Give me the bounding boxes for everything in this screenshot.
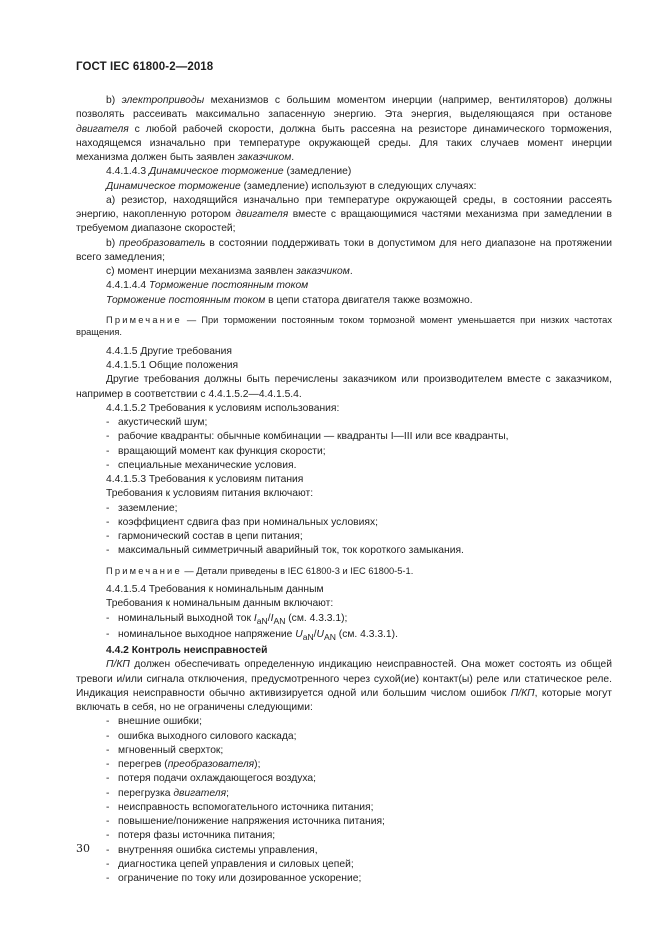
list-item: - перегрузка двигателя; xyxy=(106,787,229,799)
list-item: - рабочие квадранты: обычные комбинации — квадранты I—III или все квадранты, xyxy=(106,431,509,443)
page-number: 30 xyxy=(76,842,90,855)
section-heading-4-4-1-4-4: 4.4.1.4.4 Торможение постоянным током xyxy=(106,280,309,292)
list-item: - внешние ошибки; xyxy=(106,716,202,728)
list-item: - диагностика цепей управления и силовых цепей; xyxy=(106,858,354,870)
paragraph-case-c: c) момент инерции механизма заявлен заказчиком. xyxy=(106,266,353,277)
paragraph-case-a: a) резистор, находящийся изначально при температуре окружающей среды, в состоянии рассеять энергию, накопленную ротором двигателя вместе с вращающимися частями механизма при замедлении в требуемом диапазоне скоростей; xyxy=(76,194,612,235)
list-item: - заземление; xyxy=(106,502,178,514)
list-item: - коэффициент сдвига фаз при номинальных условиях; xyxy=(106,516,378,528)
list-item: - специальные механические условия. xyxy=(106,459,297,471)
list-item-rated-current: - номинальный выходной ток $I_{aN}/I_{AN}$ (см. 4.3.3.1); xyxy=(106,612,348,626)
list-item: - вращающий момент как функция скорости; xyxy=(106,445,326,457)
list-item: - максимальный симметричный аварийный ток, ток короткого замыкания. xyxy=(106,545,464,557)
note-details-reference: Примечание — Детали приведены в IEC 61800-3 и IEC 61800-5-1. xyxy=(106,565,414,576)
list-item: - повышение/понижение напряжения источника питания; xyxy=(106,816,385,828)
paragraph-b-electric-drives: b) электроприводы механизмов с большим моментом инерции (например, вентиляторов) должны позволять рассеивать максимально запасенную энергию. Эта энергия, выделяющаяся при останове двигателя с любой рабочей скорости, должна быть рассеяна на резисторе динамического торможения, находящемся изначально при температуре окружающей среды. Для таких случаев момент инерции механизма должен быть заявлен заказчиком. xyxy=(76,95,612,163)
section-heading-4-4-1-5-3: 4.4.1.5.3 Требования к условиям питания xyxy=(106,474,304,485)
paragraph-case-b: b) преобразователь в состоянии поддерживать токи в допустимом для него диапазоне на протяжении всего замедления; xyxy=(76,237,612,263)
list-item: - гармонический состав в цепи питания; xyxy=(106,531,303,542)
list-item: - потеря фазы источника питания; xyxy=(106,830,276,842)
list-item-rated-voltage: - номинальное выходное напряжение $U_{aN}/U_{AN}$ (см. 4.3.3.1). xyxy=(106,628,398,642)
list-item: - ошибка выходного силового каскада; xyxy=(106,730,297,742)
paragraph-supply-requirements: Требования к условиям питания включают: xyxy=(106,488,314,500)
section-heading-4-4-1-5-4: 4.4.1.5.4 Требования к номинальным данным xyxy=(106,584,324,595)
paragraph-rated-requirements: Требования к номинальным данным включают: xyxy=(106,598,334,610)
paragraph-fault-indication: П/КП должен обеспечивать определенную индикацию неисправностей. Она может состоять из общей тревоги и/или сигнала отключения, предусмотренного через сухой(ие) контакт(ы) реле или статическое реле. Индикация неисправности обычно активизируется одной или большим числом ошибок П/КП, которые могут включать в себя, но не ограничены следующими: xyxy=(76,659,612,714)
paragraph-dynamic-braking: Динамическое торможение (замедление) используют в следующих случаях: xyxy=(106,180,477,192)
section-heading-4-4-1-5: 4.4.1.5 Другие требования xyxy=(106,345,232,357)
list-item: - внутренняя ошибка системы управления, xyxy=(106,844,318,856)
section-heading-4-4-1-4-3: 4.4.1.4.3 Динамическое торможение (замедление) xyxy=(106,166,352,178)
paragraph-other-requirements: Другие требования должны быть перечислены заказчиком или производителем вместе с заказчиком, например в соответствии с 4.4.1.5.2—4.4.1.5.4. xyxy=(76,374,612,400)
section-heading-4-4-1-5-2: 4.4.1.5.2 Требования к условиям использования: xyxy=(106,402,340,414)
page-body xyxy=(76,94,612,886)
section-heading-4-4-2: 4.4.2 Контроль неисправностей xyxy=(106,645,268,657)
list-item: - ограничение по току или дозированное ускорение; xyxy=(106,873,362,885)
list-item: - мгновенный сверхток; xyxy=(106,744,224,756)
document-header: ГОСТ IEC 61800-2—2018 xyxy=(76,61,214,73)
list-item: - перегрев (преобразователя); xyxy=(106,759,261,771)
list-item: - потеря подачи охлаждающегося воздуха; xyxy=(106,773,317,785)
note-dc-braking: Примечание — При торможении постоянным током тормозной момент уменьшается при низких частотах вращения. xyxy=(76,314,612,338)
list-item: - неисправность вспомогательного источника питания; xyxy=(106,801,374,813)
list-item: - акустический шум; xyxy=(106,417,208,428)
paragraph-dc-braking: Торможение постоянным током в цепи статора двигателя также возможно. xyxy=(106,294,473,306)
section-heading-4-4-1-5-1: 4.4.1.5.1 Общие положения xyxy=(106,360,239,371)
